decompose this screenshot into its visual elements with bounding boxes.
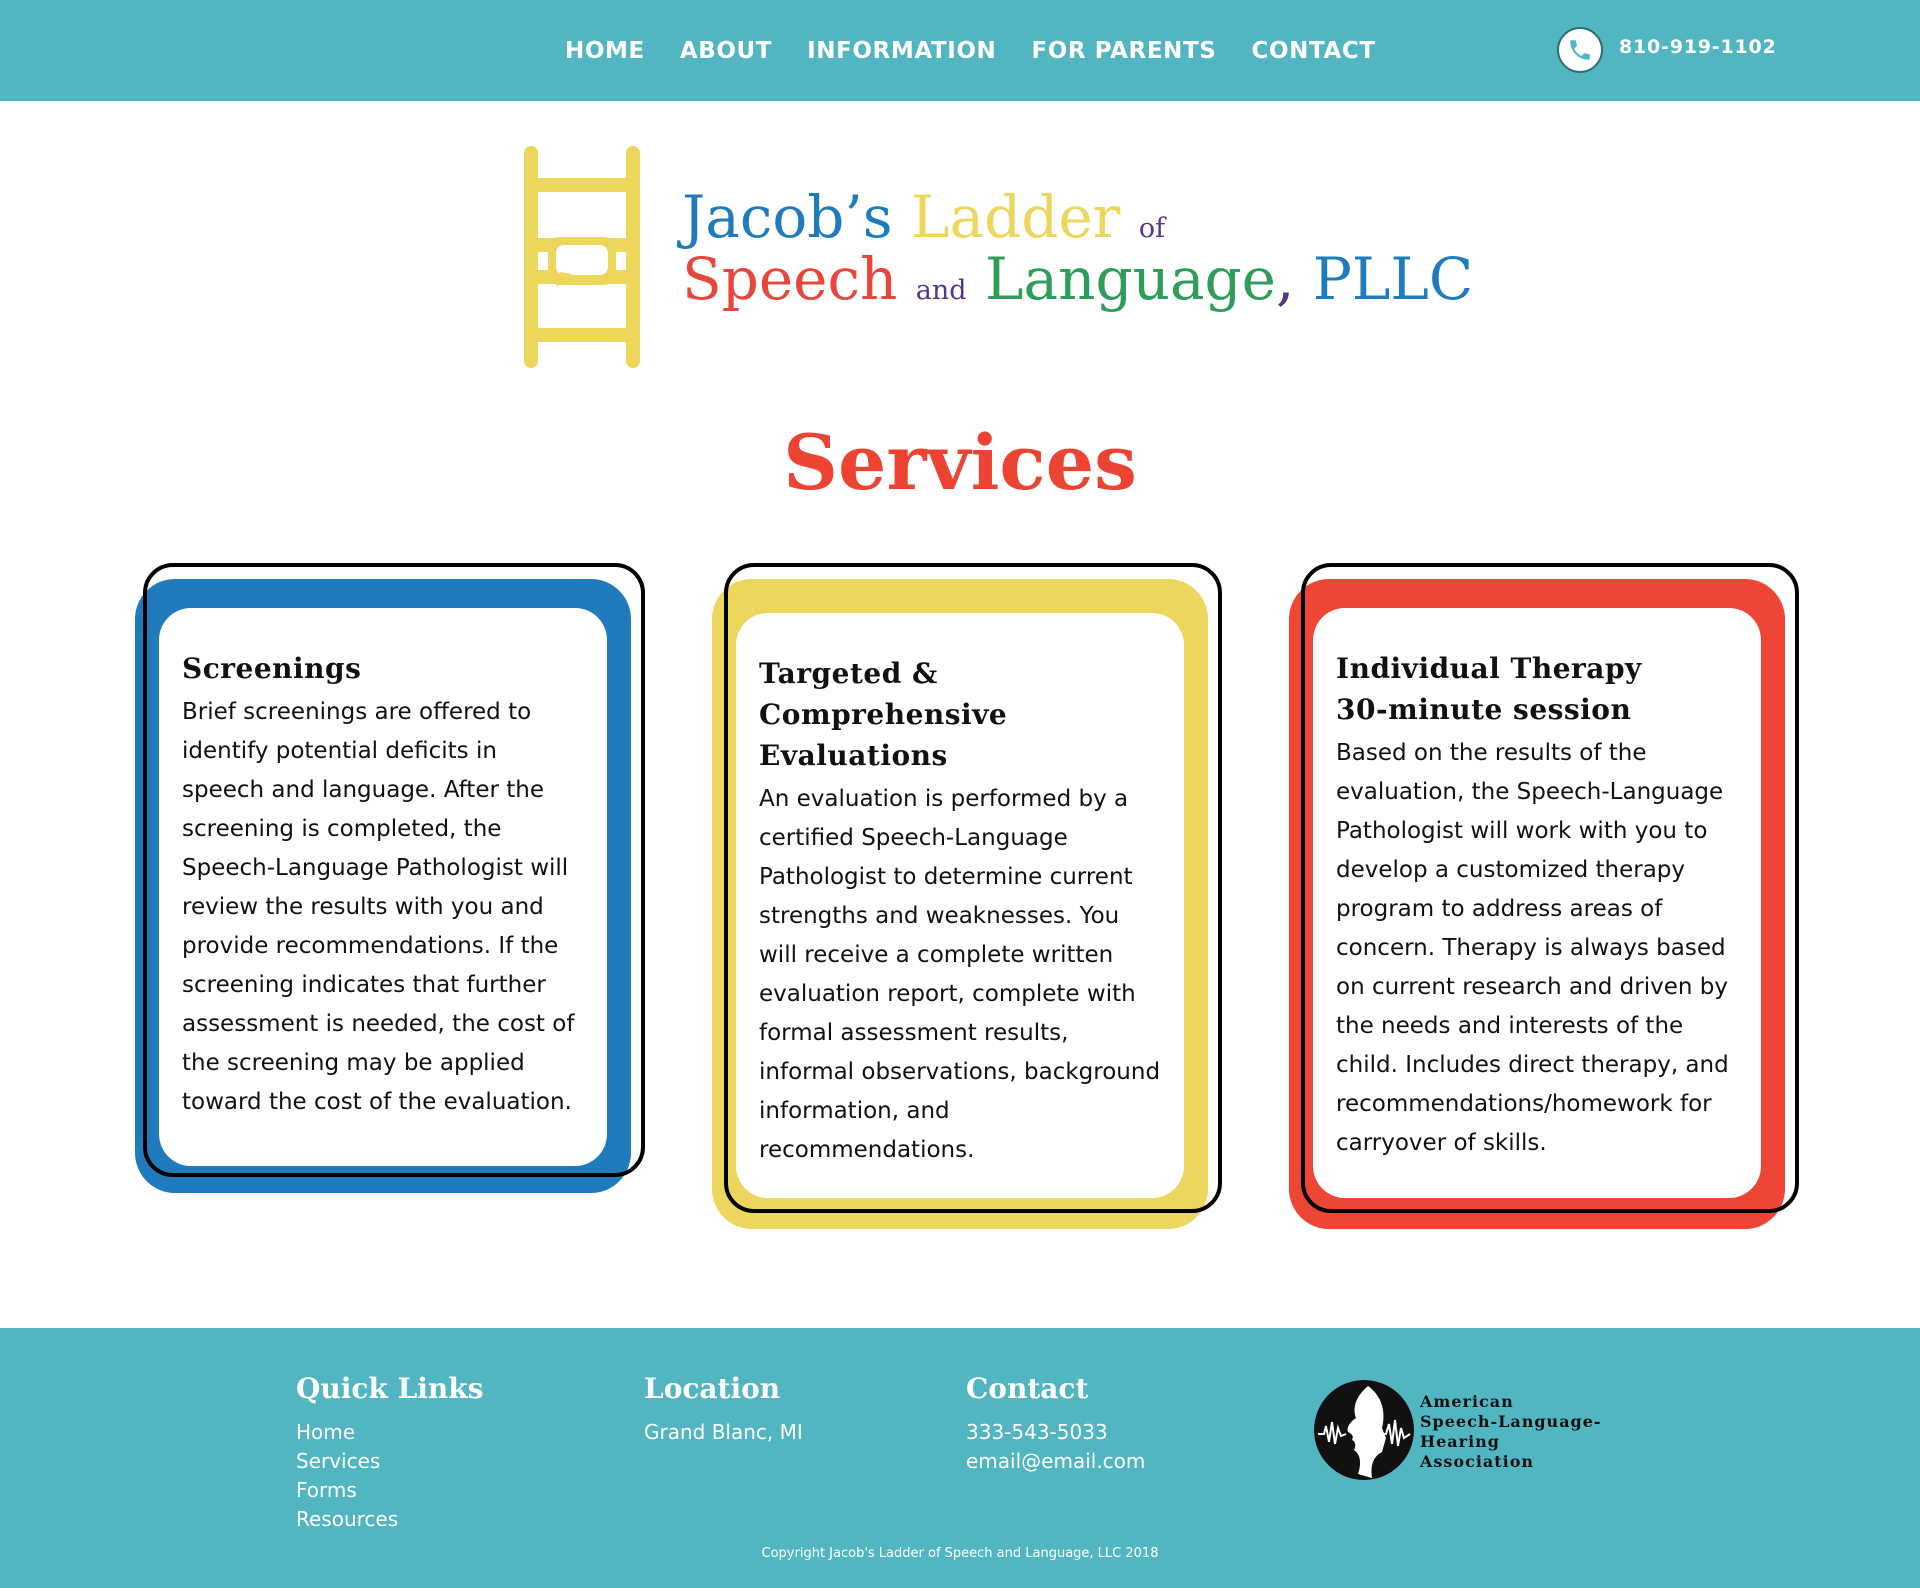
service-card-therapy	[1289, 563, 1799, 1229]
footer-contact-email[interactable]: email@email.com	[966, 1449, 1146, 1473]
card-title: Targeted & Comprehensive Evaluations	[759, 657, 1008, 772]
asha-line-2: Speech-Language-	[1420, 1412, 1602, 1431]
card-body: Brief screenings are offered to identify potential deficits in speech and language. After the screening is completed, the Speech-Language Pathologist will review the results with you and provide recommendations. If the screening indicates that further assessment is needed, the cost of the screening may be applied toward the cost of the evaluation.	[182, 699, 575, 1115]
card-title: Screenings	[182, 652, 362, 685]
footer-location-text: Grand Blanc, MI	[644, 1420, 803, 1444]
logo-word-and: and	[915, 275, 967, 306]
nav-for-parents[interactable]: FOR PARENTS	[1031, 37, 1217, 64]
site-logo[interactable]	[520, 142, 1474, 372]
card-body: Based on the results of the evaluation, the Speech-Language Pathologist will work with you to develop a customized therapy program to address areas of concern. Therapy is always based on current research and driven by the needs and interests of the child. Includes direct therapy, and recommendations/homework for carryover of skills.	[1336, 740, 1729, 1156]
logo-word-ladder: Ladder	[911, 183, 1121, 251]
nav-home[interactable]: HOME	[565, 37, 645, 64]
logo-word-pllc: PLLC	[1312, 245, 1474, 313]
header-phone-number[interactable]: 810-919-1102	[1619, 36, 1777, 58]
copyright-text: Copyright Jacob's Ladder of Speech and Language, LLC 2018	[761, 1546, 1159, 1561]
nav-information[interactable]: INFORMATION	[807, 37, 997, 64]
header-phone[interactable]	[1557, 27, 1777, 73]
footer-contact-phone[interactable]: 333-543-5033	[966, 1420, 1108, 1444]
ladder-logo-icon	[520, 142, 640, 372]
footer-link-forms[interactable]: Forms	[296, 1478, 357, 1502]
footer-quick-links-heading: Quick Links	[296, 1372, 484, 1405]
nav-about[interactable]: ABOUT	[679, 37, 773, 64]
service-card-screenings	[135, 563, 645, 1193]
footer-contact	[966, 1372, 1145, 1476]
asha-logo[interactable]	[1312, 1378, 1602, 1486]
card-outline	[724, 563, 1222, 1213]
page-title: Services	[783, 418, 1137, 507]
asha-line-4: Association	[1420, 1452, 1535, 1471]
card-body: An evaluation is performed by a certified Speech-Language Pathologist to determine current strengths and weaknesses. You will receive a complete written evaluation report, complete with formal assessment results, informal observations, background information, and recommendations.	[759, 786, 1161, 1163]
card-title: Individual Therapy 30-minute session	[1336, 652, 1642, 726]
service-card-evaluations	[712, 563, 1222, 1229]
logo-comma: ,	[1275, 245, 1295, 313]
card-outline	[1301, 563, 1799, 1213]
site-footer	[0, 1328, 1920, 1588]
top-navigation-bar	[0, 0, 1920, 101]
asha-line-3: Hearing	[1420, 1432, 1500, 1451]
asha-line-1: American	[1420, 1392, 1514, 1411]
footer-location	[644, 1372, 803, 1447]
asha-wordmark	[1420, 1392, 1602, 1472]
logo-word-speech: Speech	[682, 245, 898, 313]
footer-location-heading: Location	[644, 1372, 781, 1405]
card-outline	[143, 563, 645, 1177]
footer-link-services[interactable]: Services	[296, 1449, 381, 1473]
logo-word-language: Language	[985, 245, 1276, 313]
main-nav	[565, 0, 1411, 101]
logo-wordmark	[682, 183, 1474, 313]
asha-profile-icon	[1312, 1378, 1416, 1482]
footer-contact-heading: Contact	[966, 1372, 1089, 1405]
logo-word-of: of	[1138, 213, 1166, 244]
footer-link-resources[interactable]: Resources	[296, 1507, 399, 1531]
nav-contact[interactable]: CONTACT	[1251, 37, 1376, 64]
footer-link-home[interactable]: Home	[296, 1420, 356, 1444]
logo-word-jacobs: Jacob’s	[682, 183, 893, 251]
phone-icon	[1557, 27, 1603, 73]
footer-quick-links	[296, 1372, 483, 1534]
